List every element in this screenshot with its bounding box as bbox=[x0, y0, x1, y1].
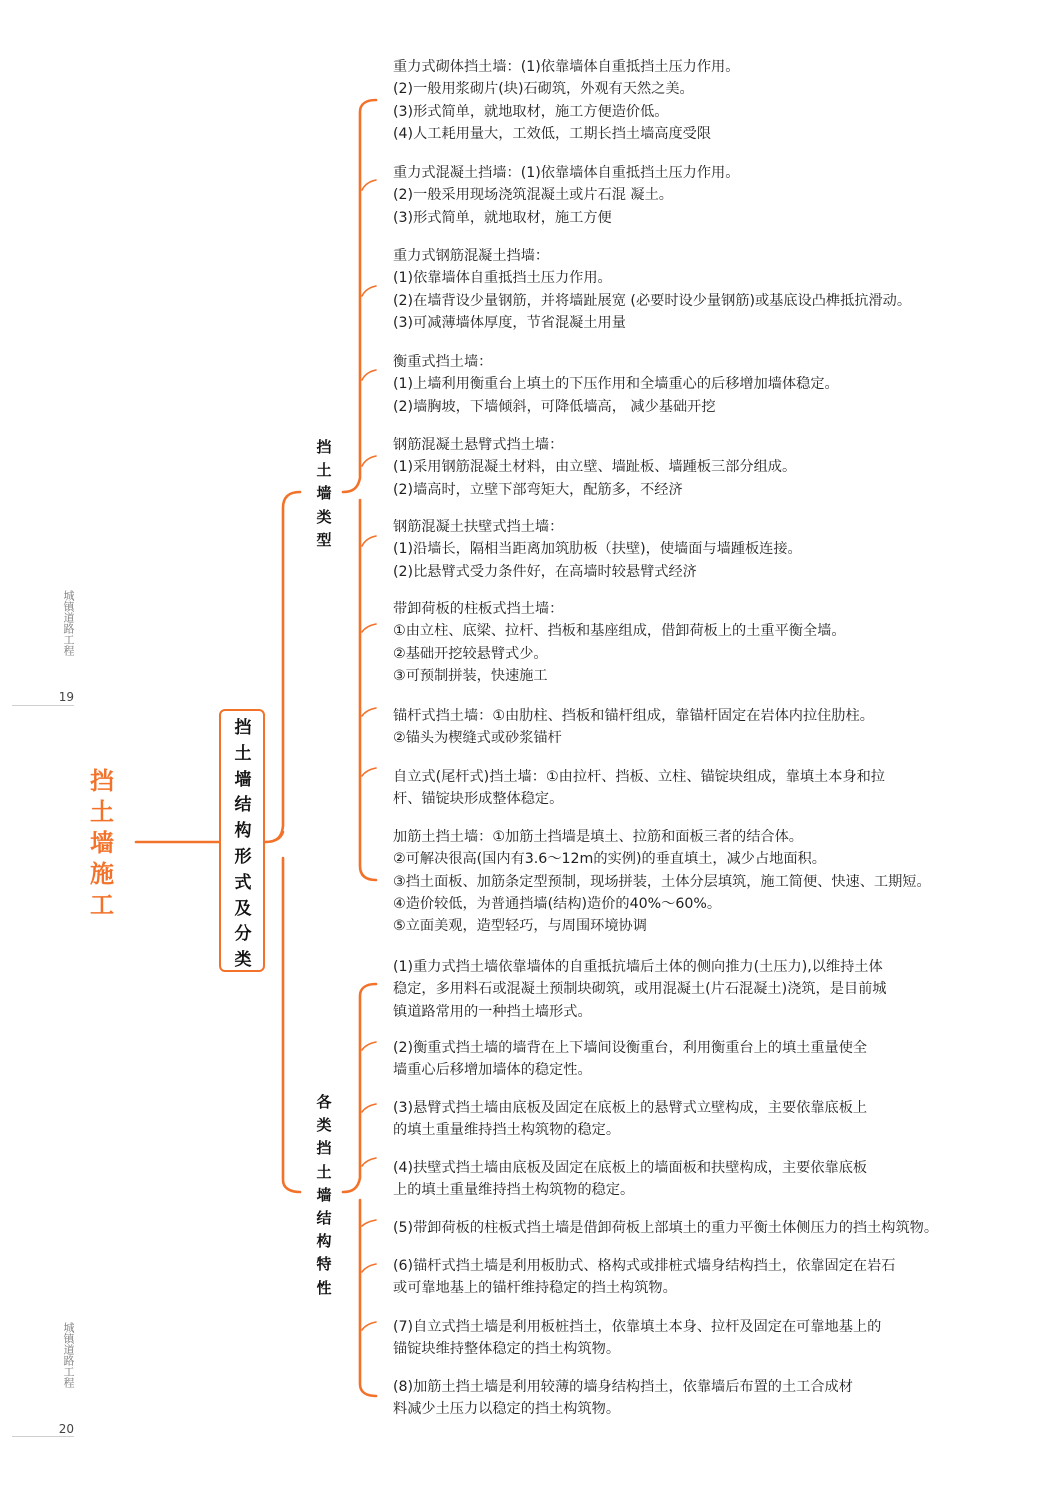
feature-item-3 bbox=[393, 1097, 1033, 1142]
feature-item-8 bbox=[393, 1376, 1033, 1421]
leaf-line: (1)上墙利用衡重台上填土的下压作用和全墙重心的后移增加墙体稳定。 bbox=[393, 376, 839, 393]
leaf-line: (3)形式简单，就地取材，施工方便 bbox=[393, 209, 612, 226]
leaf-line: 重力式混凝土挡墙：(1)依靠墙体自重抵挡土压力作用。 bbox=[393, 165, 740, 181]
feature-item-5 bbox=[393, 1217, 1033, 1239]
leaf-line: (1)沿墙长，隔相当距离加筑肋板（扶壁)，使墙面与墙踵板连接。 bbox=[393, 541, 802, 558]
branch1-ticks bbox=[362, 180, 376, 776]
branch2-brace bbox=[343, 984, 376, 1396]
leaf-line: (5)带卸荷板的柱板式挡土墙是借卸荷板上部填土的重力平衡土体侧压力的挡土构筑物。 bbox=[393, 1220, 939, 1236]
feature-item-1 bbox=[393, 956, 1033, 1023]
leaf-line: 重力式钢筋混凝土挡墙： bbox=[393, 248, 550, 264]
leaf-line: 钢筋混凝土悬臂式挡土墙： bbox=[393, 437, 564, 453]
margin-label-2: 城镇道路工程 bbox=[62, 1322, 75, 1388]
type-item-column-slab bbox=[393, 598, 1033, 687]
leaf-line: 带卸荷板的柱板式挡土墙： bbox=[393, 601, 564, 617]
type-item-counterfort bbox=[393, 516, 1033, 583]
margin-label-1: 城镇道路工程 bbox=[62, 590, 75, 656]
leaf-line: 墙重心后移增加墙体的稳定性。 bbox=[393, 1062, 592, 1079]
leaf-line: ②锚头为楔缝式或砂浆锚杆 bbox=[393, 730, 562, 747]
type-item-anchor-rod bbox=[393, 705, 1033, 750]
leaf-line: 锚杆式挡土墙：①由肋柱、挡板和锚杆组成，靠锚杆固定在岩体内拉住肋柱。 bbox=[393, 708, 874, 724]
leaf-line: ⑤立面美观，造型轻巧，与周围环境协调 bbox=[393, 918, 647, 935]
leaf-line: (2)在墙背设少量钢筋，并将墙趾展宽 (必要时设少量钢筋)或基底设凸榫抵抗滑动。 bbox=[393, 292, 912, 309]
page-number-2: 20 bbox=[58, 1422, 74, 1436]
leaf-line: (1)采用钢筋混凝土材料，由立壁、墙趾板、墙踵板三部分组成。 bbox=[393, 459, 797, 476]
leaf-line: 的填土重量维持挡土构筑物的稳定。 bbox=[393, 1122, 621, 1139]
feature-item-2 bbox=[393, 1037, 1033, 1082]
page-divider-1 bbox=[12, 705, 74, 706]
type-item-gravity-rc bbox=[393, 245, 1033, 334]
leaf-line: (4)扶壁式挡土墙由底板及固定在底板上的墙面板和扶壁构成，主要依靠底板 bbox=[393, 1160, 868, 1176]
leaf-line: (3)可减薄墙体厚度，节省混凝土用量 bbox=[393, 314, 626, 331]
leaf-line: 镇道路常用的一种挡土墙形式。 bbox=[393, 1003, 592, 1020]
branch-title-types: 挡土墙类型 bbox=[316, 438, 332, 549]
branch-title-characteristics: 各类挡土墙结构特性 bbox=[316, 1093, 332, 1297]
leaf-line: ①由立柱、底梁、拉杆、挡板和基座组成，借卸荷板上的土重平衡全墙。 bbox=[393, 623, 846, 640]
leaf-line: 重力式砌体挡土墙：(1)依靠墙体自重抵挡土压力作用。 bbox=[393, 59, 740, 75]
leaf-line: 钢筋混凝土扶壁式挡土墙： bbox=[393, 519, 564, 535]
type-item-gravity-concrete bbox=[393, 162, 1033, 229]
leaf-line: 自立式(尾杆式)挡土墙：①由拉杆、挡板、立柱、锚锭块组成，靠填土本身和拉 bbox=[393, 769, 885, 785]
leaf-line: 衡重式挡土墙： bbox=[393, 354, 493, 370]
leaf-line: (1)重力式挡土墙依靠墙体的自重抵抗墙后土体的侧向推力(土压力),以维持土体 bbox=[393, 959, 883, 975]
leaf-line: 锚锭块维持整体稳定的挡土构筑物。 bbox=[393, 1341, 621, 1358]
type-item-gravity-masonry bbox=[393, 56, 1033, 145]
type-item-self-standing bbox=[393, 766, 1033, 811]
leaf-line: 杆、锚锭块形成整体稳定。 bbox=[393, 791, 564, 808]
leaf-line: ②基础开挖较悬臂式少。 bbox=[393, 645, 548, 662]
branch2-ticks bbox=[362, 1042, 376, 1330]
leaf-line: 或可靠地基上的锚杆维持稳定的挡土构筑物。 bbox=[393, 1280, 677, 1297]
leaf-line: ④造价较低，为普通挡墙(结构)造价的40%～60%。 bbox=[393, 895, 722, 912]
leaf-line: (2)一般采用现场浇筑混凝土或片石混 凝土。 bbox=[393, 187, 673, 204]
leaf-line: ②可解决很高(国内有3.6～12m的实例)的垂直填土，减少占地面积。 bbox=[393, 851, 826, 868]
leaf-line: 上的填土重量维持挡土构筑物的稳定。 bbox=[393, 1182, 635, 1199]
feature-item-7 bbox=[393, 1316, 1033, 1361]
page-number-1: 19 bbox=[58, 690, 74, 704]
feature-item-6 bbox=[393, 1255, 1033, 1300]
leaf-line: (3)形式简单，就地取材，施工方便造价低。 bbox=[393, 103, 669, 120]
leaf-line: (2)墙胸坡，下墙倾斜，可降低墙高， 减少基础开挖 bbox=[393, 398, 716, 415]
leaf-line: 加筋土挡土墙：①加筋土挡墙是填土、拉筋和面板三者的结合体。 bbox=[393, 829, 803, 845]
leaf-line: (4)人工耗用量大，工效低，工期长挡土墙高度受限 bbox=[393, 125, 712, 142]
leaf-line: (2)比悬臂式受力条件好，在高墙时较悬臂式经济 bbox=[393, 563, 697, 580]
leaf-line: 稳定，多用料石或混凝土预制块砌筑，或用混凝土(片石混凝土)浇筑，是目前城 bbox=[393, 981, 887, 998]
leaf-line: ③挡土面板、加筋条定型预制，现场拼装，土体分层填筑，施工简便、快速、工期短。 bbox=[393, 873, 931, 890]
feature-item-4 bbox=[393, 1157, 1033, 1202]
level1-brace bbox=[265, 492, 300, 1192]
type-item-cantilever bbox=[393, 434, 1033, 501]
leaf-line: 料减少土压力以稳定的挡土构筑物。 bbox=[393, 1401, 621, 1418]
page-divider-2 bbox=[12, 1436, 74, 1437]
branch1-brace bbox=[343, 100, 376, 880]
leaf-line: (3)悬臂式挡土墙由底板及固定在底板上的悬臂式立壁构成，主要依靠底板上 bbox=[393, 1100, 868, 1116]
root-node-title: 挡土墙施工 bbox=[90, 767, 114, 919]
type-item-balance-weight bbox=[393, 351, 1033, 418]
leaf-line: ③可预制拼装，快速施工 bbox=[393, 667, 548, 684]
level1-node-title: 挡土墙结构形式及分类 bbox=[234, 718, 252, 971]
leaf-line: (2)衡重式挡土墙的墙背在上下墙间设衡重台，利用衡重台上的填土重量使全 bbox=[393, 1040, 868, 1056]
leaf-line: (2)墙高时，立壁下部弯矩大，配筋多，不经济 bbox=[393, 481, 683, 498]
leaf-line: (6)锚杆式挡土墙是利用板肋式、格构式或排桩式墙身结构挡土，依靠固定在岩石 bbox=[393, 1258, 896, 1274]
leaf-line: (1)依靠墙体自重抵挡土压力作用。 bbox=[393, 270, 612, 287]
leaf-line: (8)加筋土挡土墙是利用较薄的墙身结构挡土，依靠墙后布置的土工合成材 bbox=[393, 1379, 853, 1395]
type-item-reinforced-earth bbox=[393, 826, 1033, 937]
leaf-line: (7)自立式挡土墙是利用板桩挡土，依靠填土本身、拉杆及固定在可靠地基上的 bbox=[393, 1319, 882, 1335]
leaf-line: (2)一般用浆砌片(块)石砌筑，外观有天然之美。 bbox=[393, 81, 694, 98]
